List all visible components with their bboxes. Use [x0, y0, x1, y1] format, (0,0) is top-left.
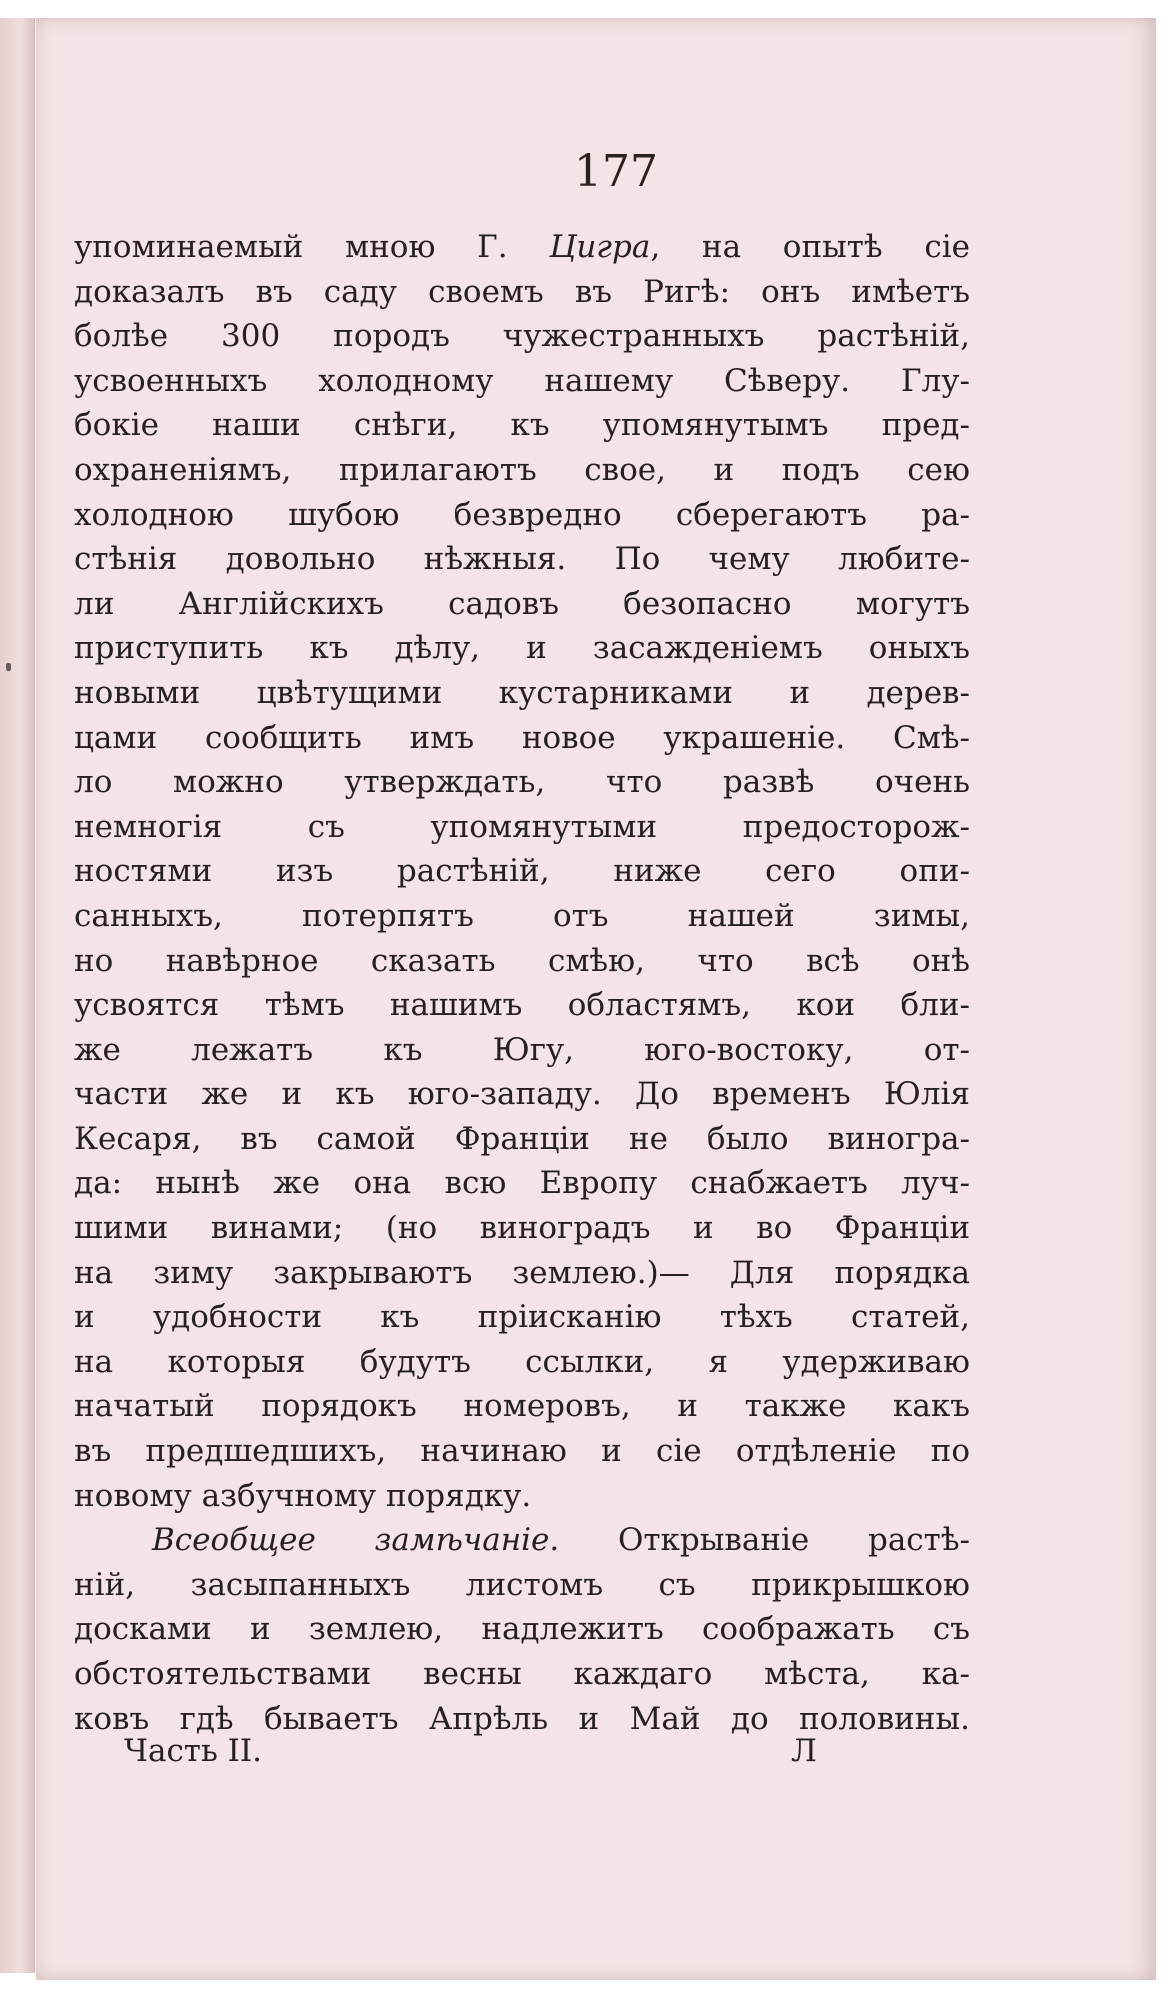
text-line: новому азбучному порядку.	[74, 1477, 532, 1514]
text-line: ли Англійскихъ садовъ безопасно могутъ	[74, 585, 970, 622]
text-line: но навѣрное сказать смѣю, что всѣ онѣ	[74, 942, 970, 979]
text-line: части же и къ юго-западу. До временъ Юлія	[74, 1076, 970, 1113]
text-line: охраненіямъ, прилагаютъ свое, и подъ сею	[74, 451, 970, 488]
text-line: въ предшедшихъ, начинаю и сіе отдѣленіе по	[74, 1433, 970, 1470]
text-line: болѣе 300 породъ чужестранныхъ растѣній,	[74, 318, 970, 355]
italic-name: Цигра	[549, 229, 651, 265]
text-line: усвоятся тѣмъ нашимъ областямъ, кои бли-	[74, 987, 970, 1024]
text-line: ковъ гдѣ бываетъ Апрѣль и Май до половины.	[74, 1700, 970, 1737]
signature-line-label: Часть II.	[124, 1733, 263, 1769]
text-line: и удобности къ пріисканію тѣхъ статей,	[74, 1299, 970, 1336]
text-line: начатый порядокъ номеровъ, и также какъ	[74, 1388, 970, 1425]
text-line: упоминаемый мною Г. Цигра, на опытѣ сіе	[74, 229, 970, 265]
italic-heading: Всеобщее замѣчаніе.	[152, 1522, 560, 1559]
text-line: новыми цвѣтущими кустарниками и дерев-	[74, 674, 970, 711]
page-edge-mark	[6, 663, 11, 671]
text-line: на которыя будутъ ссылки, я удерживаю	[74, 1343, 970, 1380]
text-line: ній, засыпанныхъ листомъ съ прикрышкою	[74, 1566, 970, 1603]
text-line: Всеобщее замѣчаніе. Открываніе растѣ-	[152, 1522, 970, 1559]
text-line: немногія съ упомянутыми предосторож-	[74, 808, 970, 845]
text-line: ностями изъ растѣній, ниже сего опи-	[74, 853, 970, 890]
text-line: холодною шубою безвредно сберегаютъ ра-	[74, 496, 970, 533]
text-line: шими винами; (но виноградъ и во Франціи	[74, 1210, 970, 1247]
text-line: же лежатъ къ Югу, юго-востоку, от-	[74, 1031, 970, 1068]
text-line: да: нынѣ же она всю Европу снабжаетъ луч-	[74, 1165, 970, 1202]
text-line: усвоенныхъ холодному нашему Сѣверу. Глу-	[74, 362, 970, 399]
text-line: цами сообщить имъ новое украшеніе. Смѣ-	[74, 719, 970, 756]
text-line: бокіе наши снѣги, къ упомянутымъ пред-	[74, 407, 970, 444]
text-line: ло можно утверждать, что развѣ очень	[74, 764, 970, 801]
text-line: доказалъ въ саду своемъ въ Ригѣ: онъ имѣетъ	[74, 273, 970, 310]
text-line: на зиму закрываютъ землею.)— Для порядка	[74, 1254, 970, 1291]
signature-mark: Л	[791, 1733, 817, 1769]
page-number: 177	[574, 146, 658, 197]
text-line: Кесаря, въ самой Франціи не было виногра-	[74, 1120, 970, 1157]
previous-page-edge	[0, 18, 35, 1973]
book-page	[36, 18, 1156, 1980]
body-text	[74, 225, 970, 1741]
text-line: приступить къ дѣлу, и засажденіемъ оныхъ	[74, 630, 970, 667]
text-line: обстоятельствами весны каждаго мѣста, ка-	[74, 1656, 970, 1692]
text-line: стѣнія довольно нѣжныя. По чему любите-	[74, 541, 970, 578]
text-line: досками и землею, надлежитъ соображать съ	[74, 1611, 970, 1648]
text-line: санныхъ, потерпятъ отъ нашей зимы,	[74, 897, 970, 934]
